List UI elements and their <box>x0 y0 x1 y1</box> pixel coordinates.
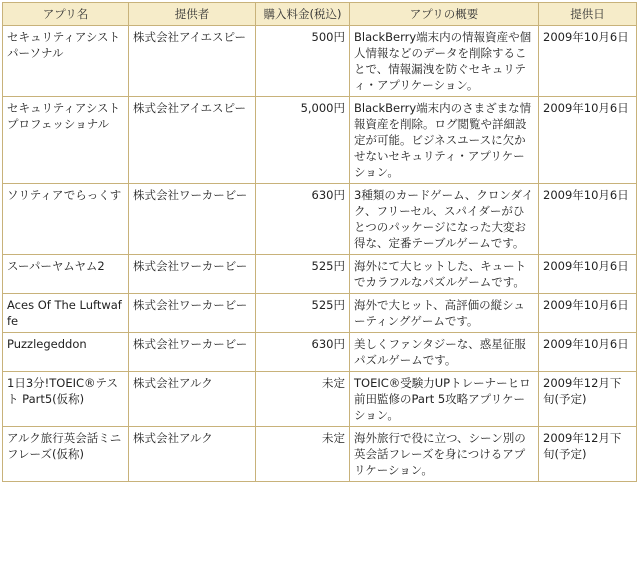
cell-app-name: Aces Of The Luftwaffe <box>3 294 129 333</box>
table-row <box>3 255 637 294</box>
table-row <box>3 294 637 333</box>
cell-price: 630円 <box>256 184 350 255</box>
table-header-row <box>3 3 637 26</box>
cell-price: 525円 <box>256 255 350 294</box>
cell-app-name: セキュリティアシストプロフェッショナル <box>3 97 129 184</box>
cell-date: 2009年10月6日 <box>539 255 637 294</box>
header-date: 提供日 <box>539 3 637 26</box>
cell-date: 2009年10月6日 <box>539 97 637 184</box>
cell-description: 海外で大ヒット、高評価の縦シューティングゲームです。 <box>350 294 539 333</box>
cell-price: 525円 <box>256 294 350 333</box>
cell-vendor: 株式会社ワーカービー <box>129 294 256 333</box>
cell-date: 2009年12月下旬(予定) <box>539 372 637 427</box>
cell-vendor: 株式会社ワーカービー <box>129 333 256 372</box>
cell-price: 5,000円 <box>256 97 350 184</box>
cell-description: 海外旅行で役に立つ、シーン別の英会話フレーズを身につけるアプリケーション。 <box>350 427 539 482</box>
cell-date: 2009年10月6日 <box>539 26 637 97</box>
table-row <box>3 372 637 427</box>
table-row <box>3 184 637 255</box>
cell-date: 2009年10月6日 <box>539 333 637 372</box>
cell-vendor: 株式会社アイエスピー <box>129 26 256 97</box>
cell-description: TOEIC®受験力UPトレーナーヒロ前田監修のPart 5攻略アプリケーション。 <box>350 372 539 427</box>
table-row <box>3 97 637 184</box>
cell-app-name: セキュリティアシストパーソナル <box>3 26 129 97</box>
cell-description: 3種類のカードゲーム、クロンダイク、フリーセル、スパイダーがひとつのパッケージになった大変お得な、定番テーブルゲームです。 <box>350 184 539 255</box>
cell-app-name: 1日3分!TOEIC®テスト Part5(仮称) <box>3 372 129 427</box>
table-row <box>3 26 637 97</box>
cell-vendor: 株式会社アイエスピー <box>129 97 256 184</box>
app-list-table <box>2 2 637 482</box>
cell-vendor: 株式会社ワーカービー <box>129 184 256 255</box>
cell-vendor: 株式会社アルク <box>129 372 256 427</box>
cell-vendor: 株式会社アルク <box>129 427 256 482</box>
cell-price: 未定 <box>256 372 350 427</box>
header-vendor: 提供者 <box>129 3 256 26</box>
cell-app-name: ソリティアでらっくす <box>3 184 129 255</box>
header-price: 購入料金(税込) <box>256 3 350 26</box>
table-row <box>3 427 637 482</box>
cell-price: 未定 <box>256 427 350 482</box>
cell-date: 2009年10月6日 <box>539 184 637 255</box>
header-app-name: アプリ名 <box>3 3 129 26</box>
cell-description: BlackBerry端末内のさまざまな情報資産を削除。ログ閲覧や詳細設定が可能。ビジネスユースに欠かせないセキュリティ・アプリケーション。 <box>350 97 539 184</box>
cell-price: 630円 <box>256 333 350 372</box>
cell-description: 美しくファンタジーな、惑星征服パズルゲームです。 <box>350 333 539 372</box>
cell-date: 2009年10月6日 <box>539 294 637 333</box>
header-description: アプリの概要 <box>350 3 539 26</box>
cell-date: 2009年12月下旬(予定) <box>539 427 637 482</box>
cell-app-name: スーパーヤムヤム2 <box>3 255 129 294</box>
cell-vendor: 株式会社ワーカービー <box>129 255 256 294</box>
cell-description: BlackBerry端末内の情報資産や個人情報などのデータを削除することで、情報漏洩を防ぐセキュリティ・アプリケーション。 <box>350 26 539 97</box>
table-row <box>3 333 637 372</box>
cell-description: 海外にて大ヒットした、キュートでカラフルなパズルゲームです。 <box>350 255 539 294</box>
cell-app-name: アルク旅行英会話ミニフレーズ(仮称) <box>3 427 129 482</box>
cell-app-name: Puzzlegeddon <box>3 333 129 372</box>
cell-price: 500円 <box>256 26 350 97</box>
